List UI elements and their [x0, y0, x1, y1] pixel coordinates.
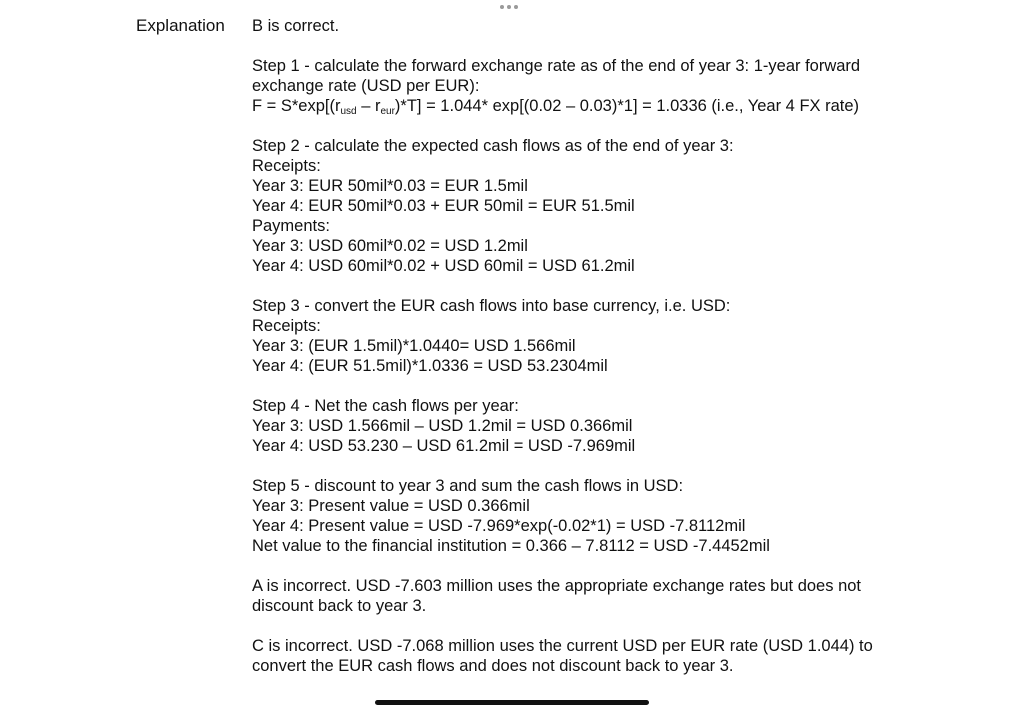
step2-payment-year3: Year 3: USD 60mil*0.02 = USD 1.2mil — [252, 237, 528, 255]
step4-year3: Year 3: USD 1.566mil – USD 1.2mil = USD 0.366mil — [252, 417, 633, 435]
step5-year4: Year 4: Present value = USD -7.969*exp(-0.02*1) = USD -7.8112mil — [252, 517, 746, 535]
formula-minus: – r — [356, 97, 381, 115]
step1-line2: exchange rate (USD per EUR): — [252, 77, 480, 95]
step5-year3: Year 3: Present value = USD 0.366mil — [252, 497, 530, 515]
step-3 — [252, 296, 912, 376]
step5-net-value: Net value to the financial institution = 0.366 – 7.8112 = USD -7.4452mil — [252, 537, 770, 555]
formula-prefix: F = S*exp[(r — [252, 97, 341, 115]
step-4 — [252, 396, 912, 456]
step2-receipts-label: Receipts: — [252, 157, 321, 175]
explanation-label: Explanation — [136, 16, 225, 35]
subscript-usd: usd — [340, 106, 357, 117]
dot — [514, 5, 518, 9]
more-options-icon[interactable] — [500, 5, 518, 9]
option-a-explanation: A is incorrect. USD -7.603 million uses the appropriate exchange rates but does not discount back to year 3. — [252, 577, 862, 615]
home-indicator[interactable] — [375, 700, 649, 705]
explanation-body — [252, 16, 912, 696]
formula-suffix: )*T] = 1.044* exp[(0.02 – 0.03)*1] = 1.0336 (i.e., Year 4 FX rate) — [394, 97, 860, 115]
step1-line1: Step 1 - calculate the forward exchange rate as of the end of year 3: 1-year forward — [252, 57, 861, 75]
step1-formula — [252, 96, 912, 116]
step2-payments-label: Payments: — [252, 217, 330, 235]
step4-year4: Year 4: USD 53.230 – USD 61.2mil = USD -7.969mil — [252, 437, 636, 455]
step2-title: Step 2 - calculate the expected cash flows as of the end of year 3: — [252, 137, 734, 155]
step-5 — [252, 476, 912, 556]
step-1 — [252, 56, 912, 116]
step3-receipt-year4: Year 4: (EUR 51.5mil)*1.0336 = USD 53.2304mil — [252, 357, 608, 375]
dot — [507, 5, 511, 9]
step2-payment-year4: Year 4: USD 60mil*0.02 + USD 60mil = USD 61.2mil — [252, 257, 635, 275]
step3-title: Step 3 - convert the EUR cash flows into base currency, i.e. USD: — [252, 297, 731, 315]
step-2 — [252, 136, 912, 276]
step3-receipt-year3: Year 3: (EUR 1.5mil)*1.0440= USD 1.566mil — [252, 337, 576, 355]
option-c-explanation: C is incorrect. USD -7.068 million uses the current USD per EUR rate (USD 1.044) to convert the EUR cash flows and does not discount back to year 3. — [252, 637, 873, 675]
step2-receipt-year3: Year 3: EUR 50mil*0.03 = EUR 1.5mil — [252, 177, 528, 195]
step4-title: Step 4 - Net the cash flows per year: — [252, 397, 519, 415]
dot — [500, 5, 504, 9]
step3-receipts-label: Receipts: — [252, 317, 321, 335]
answer-paragraph — [252, 16, 912, 36]
step5-title: Step 5 - discount to year 3 and sum the cash flows in USD: — [252, 477, 684, 495]
subscript-eur: eur — [380, 106, 395, 117]
step2-receipt-year4: Year 4: EUR 50mil*0.03 + EUR 50mil = EUR 51.5mil — [252, 197, 635, 215]
answer-text: B is correct. — [252, 17, 340, 35]
